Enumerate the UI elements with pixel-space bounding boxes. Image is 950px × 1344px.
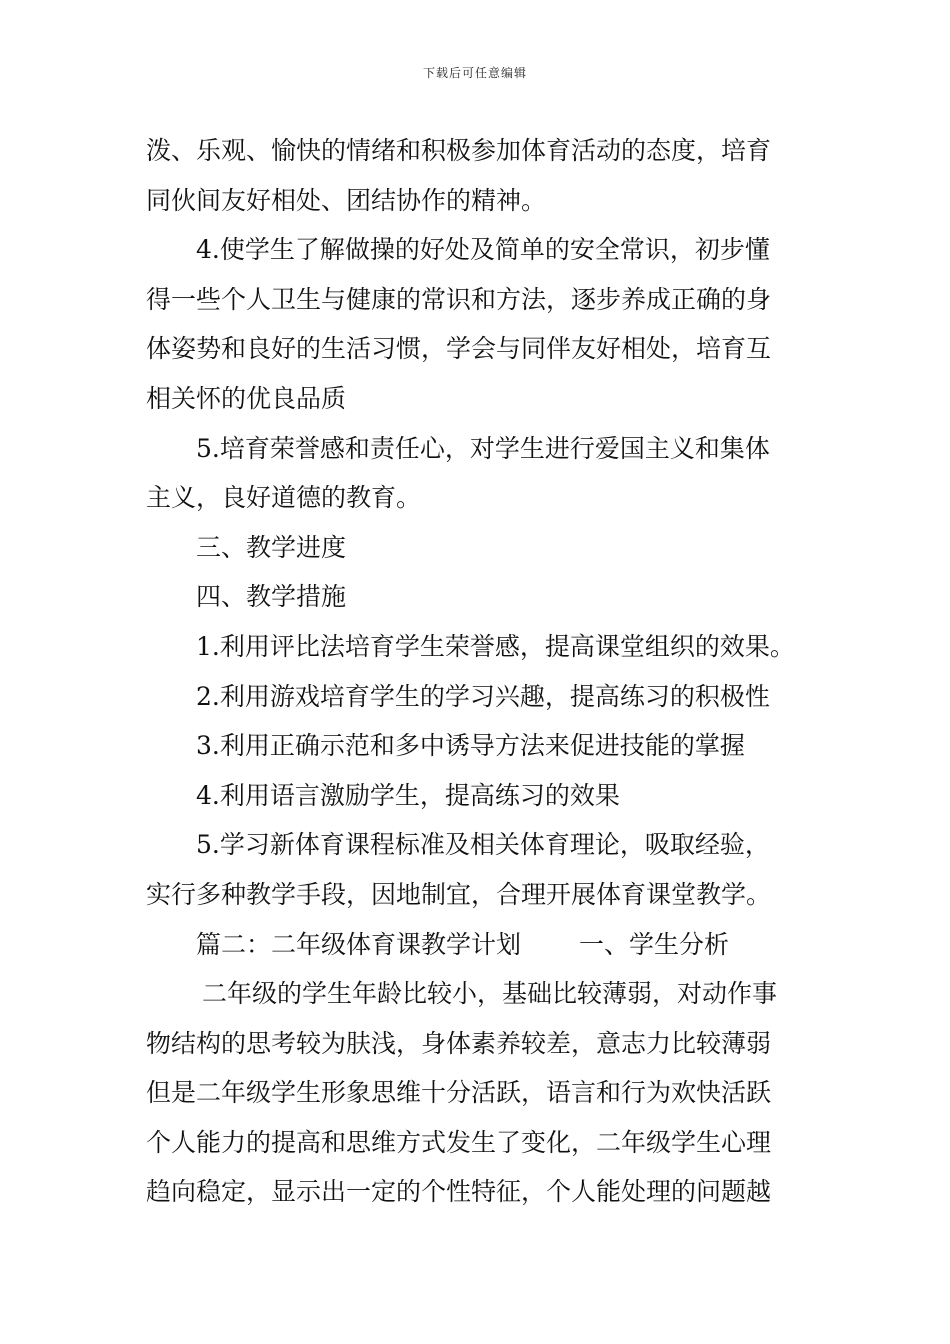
text-line: 主义，良好道德的教育。 [146, 483, 422, 513]
text-line: 5.学习新体育课程标准及相关体育理论，吸取经验， [196, 830, 770, 860]
text-line: 体姿势和良好的生活习惯，学会与同伴友好相处，培育互 [146, 334, 772, 364]
text-line: 得一些个人卫生与健康的常识和方法，逐步养成正确的身 [146, 284, 772, 314]
text-line: 泼、乐观、愉快的情绪和积极参加体育活动的态度，培育 [146, 136, 772, 165]
section-heading: 三、教学进度 [196, 532, 347, 562]
text-line: 3.利用正确示范和多中诱导方法来促进技能的掌握 [196, 731, 745, 761]
section-heading: 四、教学措施 [196, 582, 347, 612]
text-line: 1.利用评比法培育学生荣誉感，提高课堂组织的效果。 [196, 631, 795, 661]
text-line: 4.利用语言激励学生，提高练习的效果 [196, 780, 620, 810]
page-header: 下载后可任意编辑 [422, 66, 527, 80]
chapter-heading-line [146, 920, 810, 970]
text-line: 二年级的学生年龄比较小，基础比较薄弱，对动作事 [202, 979, 778, 1009]
section-heading: 一、学生分析 [579, 929, 730, 959]
text-line: 2.利用游戏培育学生的学习兴趣，提高练习的积极性 [196, 681, 770, 711]
text-line: 5.培育荣誉感和责任心，对学生进行爱国主义和集体 [196, 433, 770, 463]
text-line: 物结构的思考较为肤浅，身体素养较差，意志力比较薄弱 [146, 1028, 772, 1058]
text-line: 但是二年级学生形象思维十分活跃，语言和行为欢快活跃 [146, 1078, 772, 1108]
chapter-title: 篇二：二年级体育课教学计划 [196, 929, 522, 959]
document-body [146, 126, 810, 1217]
text-line: 个人能力的提高和思维方式发生了变化，二年级学生心理 [146, 1127, 772, 1157]
text-line: 同伙间友好相处、团结协作的精神。 [146, 185, 547, 215]
text-line: 相关怀的优良品质 [146, 383, 347, 413]
text-line: 4.使学生了解做操的好处及简单的安全常识，初步懂 [196, 235, 770, 265]
text-line: 趋向稳定，显示出一定的个性特征，个人能处理的问题越 [146, 1177, 772, 1207]
text-line: 实行多种教学手段，因地制宜，合理开展体育课堂教学。 [146, 879, 772, 909]
